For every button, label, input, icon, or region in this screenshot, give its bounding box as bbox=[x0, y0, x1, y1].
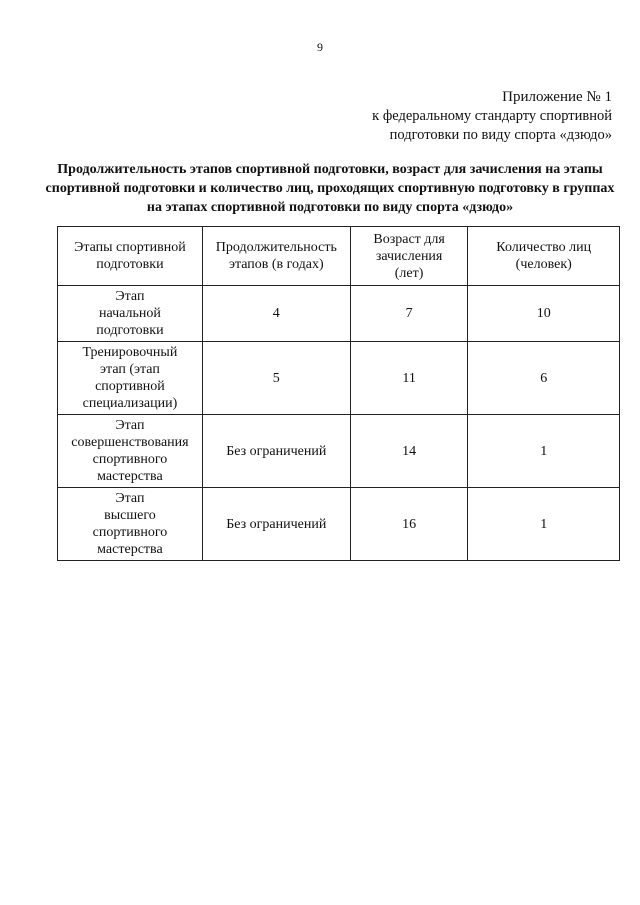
cell-stage: Тренировочный этап (этап спортивной специализации) bbox=[58, 342, 203, 415]
cell-duration: 5 bbox=[202, 342, 350, 415]
cell-count: 1 bbox=[468, 488, 620, 561]
table-row bbox=[58, 488, 620, 561]
table-header-row bbox=[58, 227, 620, 286]
table-row bbox=[58, 415, 620, 488]
stages-table bbox=[57, 226, 620, 561]
cell-stage: Этап совершенствования спортивного мастерства bbox=[58, 415, 203, 488]
cell-duration: Без ограничений bbox=[202, 488, 350, 561]
cell-age: 7 bbox=[350, 286, 468, 342]
appendix-reference-line: к федеральному стандарту спортивной bbox=[372, 108, 612, 124]
cell-age: 11 bbox=[350, 342, 468, 415]
header-stages: Этапы спортивной подготовки bbox=[58, 227, 203, 286]
cell-count: 1 bbox=[468, 415, 620, 488]
cell-age: 14 bbox=[350, 415, 468, 488]
cell-stage: Этап начальной подготовки bbox=[58, 286, 203, 342]
cell-duration: 4 bbox=[202, 286, 350, 342]
table-row bbox=[58, 286, 620, 342]
cell-count: 10 bbox=[468, 286, 620, 342]
appendix-number: Приложение № 1 bbox=[502, 89, 612, 105]
table-row bbox=[58, 342, 620, 415]
appendix-reference-line: подготовки по виду спорта «дзюдо» bbox=[389, 127, 612, 143]
cell-duration: Без ограничений bbox=[202, 415, 350, 488]
cell-count: 6 bbox=[468, 342, 620, 415]
header-age: Возраст для зачисления (лет) bbox=[350, 227, 468, 286]
appendix-caption bbox=[372, 88, 612, 145]
page-number: 9 bbox=[317, 40, 323, 54]
cell-age: 16 bbox=[350, 488, 468, 561]
cell-stage: Этап высшего спортивного мастерства bbox=[58, 488, 203, 561]
document-title: Продолжительность этапов спортивной подготовки, возраст для зачисления на этапы спортивной подготовки и количество лиц, проходящих спортивную подготовку в группах на этапах спортивной подготовки по виду спорта «дзюдо» bbox=[45, 162, 615, 215]
header-count: Количество лиц (человек) bbox=[468, 227, 620, 286]
header-duration: Продолжительность этапов (в годах) bbox=[202, 227, 350, 286]
